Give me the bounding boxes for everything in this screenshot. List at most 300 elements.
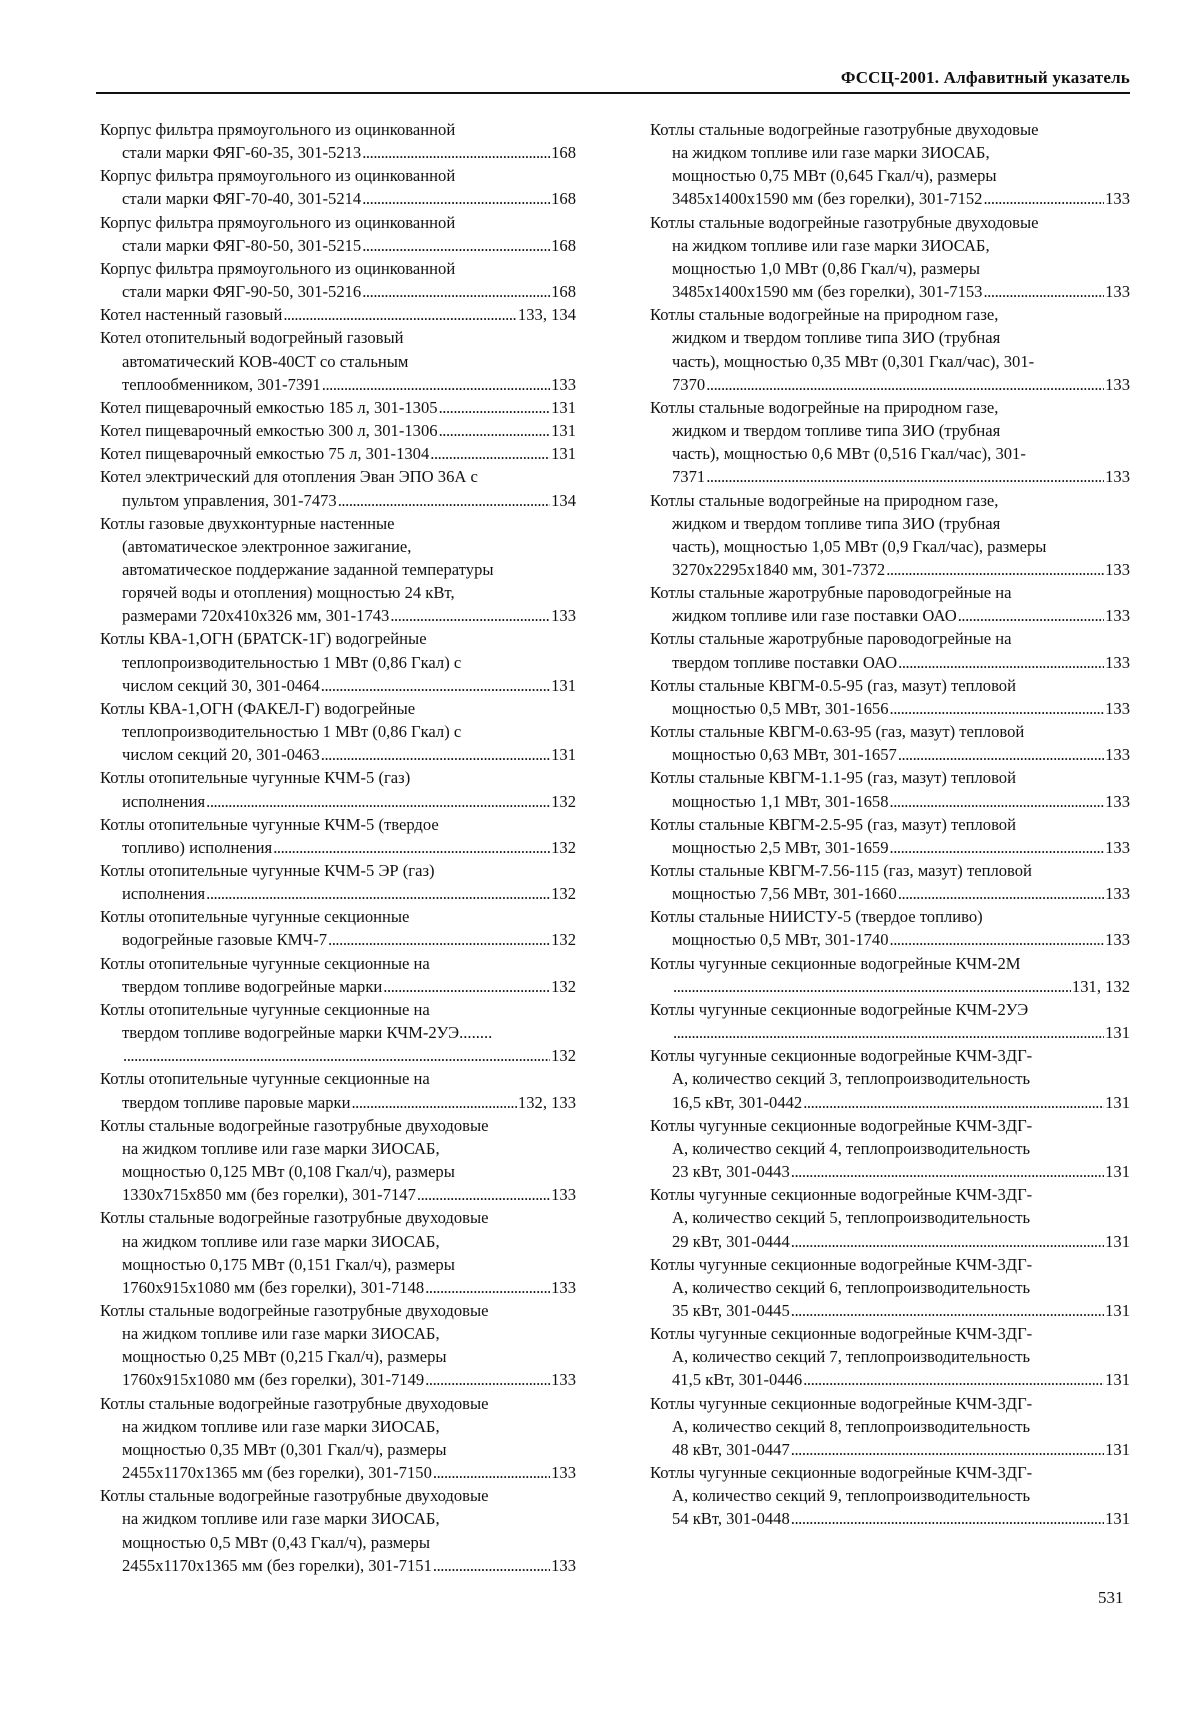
entry-line (650, 512, 1130, 535)
leader-dots (123, 1044, 550, 1067)
index-entry (650, 396, 1130, 489)
entry-text: Котел электрический для отопления Эван ЭПО 36А с (100, 467, 478, 487)
index-entry (100, 1392, 576, 1485)
page-reference: 133 (1105, 374, 1130, 394)
entry-line (650, 1415, 1130, 1438)
leader-dots (791, 1299, 1104, 1322)
entry-text: (автоматическое электронное зажигание, (122, 536, 412, 556)
leader-dots (791, 1160, 1104, 1183)
entry-line (100, 766, 576, 789)
page-reference: 133 (1105, 698, 1130, 718)
page-reference: 168 (551, 143, 576, 163)
entry-line (100, 813, 576, 836)
entry-line (650, 373, 1130, 396)
page-reference: 132 (551, 976, 576, 996)
index-entry (100, 211, 576, 257)
page-reference: 133 (551, 374, 576, 394)
entry-text: А, количество секций 8, теплопроизводительность (672, 1416, 1031, 1436)
leader-dots (706, 373, 1104, 396)
entry-text: Котлы КВА-1,ОГН (БРАТСК-1Г) водогрейные (100, 629, 427, 649)
entry-text: А, количество секций 7, теплопроизводительность (672, 1347, 1031, 1367)
page-reference: 131 (1105, 1439, 1130, 1459)
running-header (96, 66, 1130, 94)
page-reference: 131 (1105, 1092, 1130, 1112)
page-reference: 133, 134 (517, 305, 576, 325)
entry-text: мощностью 0,5 МВт, 301-1656 (672, 698, 889, 718)
entry-text: 3270x2295x1840 мм, 301-7372 (672, 559, 886, 579)
index-entry (650, 859, 1130, 905)
entry-line (650, 396, 1130, 419)
entry-text: на жидком топливе или газе марки ЗИОСАБ, (122, 1324, 440, 1344)
entry-text: 29 кВт, 301-0444 (672, 1231, 790, 1251)
entry-line (650, 1392, 1130, 1415)
index-entry (650, 720, 1130, 766)
entry-line (100, 998, 576, 1021)
entry-line (650, 234, 1130, 257)
entry-line (650, 813, 1130, 836)
leader-dots (898, 882, 1104, 905)
entry-line (650, 1044, 1130, 1067)
entry-line (100, 790, 576, 813)
entry-text: на жидком топливе или газе марки ЗИОСАБ, (672, 143, 990, 163)
entry-text: Котел настенный газовый (100, 305, 283, 325)
entry-line (100, 1276, 576, 1299)
entry-text: Котел пищеварочный емкостью 300 л, 301-1306 (100, 421, 438, 441)
entry-line (650, 280, 1130, 303)
entry-line (650, 1114, 1130, 1137)
leader-dots (362, 187, 550, 210)
entry-text: мощностью 0,35 МВт (0,301 Гкал/ч), размеры (122, 1439, 447, 1459)
leader-dots (328, 928, 550, 951)
leader-dots (803, 1091, 1104, 1114)
index-entry (100, 326, 576, 395)
index-entry (100, 766, 576, 812)
entry-line (650, 627, 1130, 650)
entry-text: мощностью 0,125 МВт (0,108 Гкал/ч), размеры (122, 1162, 455, 1182)
leader-dots (898, 651, 1104, 674)
entry-text: 7370 (672, 374, 706, 394)
page-reference: 168 (551, 189, 576, 209)
page-reference: 131 (551, 421, 576, 441)
index-entry (650, 1183, 1130, 1252)
page-reference: 133 (1105, 930, 1130, 950)
entry-line (650, 697, 1130, 720)
page-reference: 131 (551, 444, 576, 464)
entry-line (650, 1021, 1130, 1044)
entry-line (100, 1392, 576, 1415)
entry-text: Котлы чугунные секционные водогрейные КЧМ-3ДГ- (650, 1393, 1033, 1413)
entry-text: мощностью 2,5 МВт, 301-1659 (672, 837, 889, 857)
page-reference: 133 (1105, 189, 1130, 209)
entry-text: А, количество секций 9, теплопроизводительность (672, 1486, 1031, 1506)
index-entry (650, 1392, 1130, 1461)
leader-dots (433, 1461, 550, 1484)
entry-line (100, 975, 576, 998)
page-reference: 131 (1105, 1231, 1130, 1251)
entry-line (100, 1160, 576, 1183)
leader-dots (362, 141, 550, 164)
entry-line (650, 1322, 1130, 1345)
page-reference: 133 (551, 606, 576, 626)
entry-line (650, 674, 1130, 697)
leader-dots (439, 419, 551, 442)
leader-dots (283, 303, 517, 326)
leader-dots (706, 465, 1104, 488)
entry-line (650, 882, 1130, 905)
entry-text: автоматический КОВ-40СТ со стальным (122, 351, 409, 371)
entry-text: Котлы стальные водогрейные газотрубные двуходовые (100, 1393, 489, 1413)
leader-dots (417, 1183, 550, 1206)
page-reference: 132 (551, 930, 576, 950)
entry-text: размерами 720x410x326 мм, 301-1743 (122, 606, 390, 626)
entry-text: горячей воды и отопления) мощностью 24 кВт, (122, 583, 455, 603)
page-reference: 133 (1105, 467, 1130, 487)
header-title: ФССЦ-2001. Алфавитный указатель (840, 68, 1130, 87)
index-entry (650, 998, 1130, 1044)
index-entry (650, 1253, 1130, 1322)
page-reference: 133 (551, 1463, 576, 1483)
entry-text: часть), мощностью 0,35 МВт (0,301 Гкал/час), 301- (672, 351, 1035, 371)
entry-line (100, 882, 576, 905)
entry-text: мощностью 1,0 МВт (0,86 Гкал/ч), размеры (672, 258, 980, 278)
entry-line (650, 581, 1130, 604)
entry-text: Котлы чугунные секционные водогрейные КЧМ-3ДГ- (650, 1324, 1033, 1344)
entry-line (100, 720, 576, 743)
index-entry (650, 1044, 1130, 1113)
entry-text: Котлы чугунные секционные водогрейные КЧМ-3ДГ- (650, 1254, 1033, 1274)
entry-text: Котлы отопительные чугунные КЧМ-5 ЭР (газ) (100, 861, 435, 880)
entry-line (650, 766, 1130, 789)
entry-line (100, 952, 576, 975)
entry-line (100, 1183, 576, 1206)
entry-text: Корпус фильтра прямоугольного из оцинкованной (100, 120, 456, 139)
entry-line (100, 350, 576, 373)
entry-text: на жидком топливе или газе марки ЗИОСАБ, (122, 1138, 440, 1158)
leader-dots (206, 882, 550, 905)
entry-text: твердом топливе водогрейные марки КЧМ-2УЭ........ (122, 1023, 493, 1043)
entry-line (100, 1554, 576, 1577)
entry-line (100, 1067, 576, 1090)
entry-line (650, 836, 1130, 859)
index-entry (650, 211, 1130, 304)
entry-text: Котлы отопительные чугунные секционные на (100, 953, 430, 973)
entry-text: теплообменником, 301-7391 (122, 374, 321, 394)
entry-text: 16,5 кВт, 301-0442 (672, 1092, 803, 1112)
page-reference: 133 (1105, 606, 1130, 626)
index-entry (100, 1299, 576, 1392)
entry-text: Котлы стальные водогрейные газотрубные двуходовые (100, 1486, 489, 1506)
entry-text: Котел пищеварочный емкостью 75 л, 301-1304 (100, 444, 430, 464)
page-reference: 131 (1105, 1162, 1130, 1182)
entry-line (650, 118, 1130, 141)
entry-line (100, 396, 576, 419)
index-entry (100, 257, 576, 303)
entry-line (100, 1091, 576, 1114)
entry-text: Котлы КВА-1,ОГН (ФАКЕЛ-Г) водогрейные (100, 698, 416, 718)
page-reference: 131 (1105, 1370, 1130, 1390)
entry-line (650, 975, 1130, 998)
entry-line (100, 442, 576, 465)
entry-text: часть), мощностью 1,05 МВт (0,9 Гкал/час), размеры (672, 536, 1047, 556)
leader-dots (890, 697, 1105, 720)
index-column-right (650, 118, 1130, 1531)
entry-line (100, 465, 576, 488)
leader-dots (425, 1368, 550, 1391)
entry-text: водогрейные газовые КМЧ-7 (122, 930, 328, 950)
leader-dots (362, 280, 550, 303)
entry-line (100, 1531, 576, 1554)
page-reference: 131 (1105, 1509, 1130, 1529)
entry-line (650, 928, 1130, 951)
page-reference: 132 (551, 1046, 576, 1066)
entry-line (100, 604, 576, 627)
entry-text: А, количество секций 3, теплопроизводительность (672, 1069, 1031, 1089)
entry-text: Котлы чугунные секционные водогрейные КЧМ-3ДГ- (650, 1463, 1033, 1483)
entry-text: 48 кВт, 301-0447 (672, 1439, 790, 1459)
page-reference: 134 (551, 490, 576, 510)
entry-line (650, 1206, 1130, 1229)
entry-line (650, 790, 1130, 813)
entry-text: на жидком топливе или газе марки ЗИОСАБ, (122, 1231, 440, 1251)
entry-text: Корпус фильтра прямоугольного из оцинкованной (100, 166, 456, 186)
entry-line (100, 627, 576, 650)
entry-line (650, 257, 1130, 280)
entry-line (650, 952, 1130, 975)
entry-text: числом секций 20, 301-0463 (122, 745, 320, 765)
page-reference: 133 (1105, 837, 1130, 857)
page-reference: 133 (1105, 652, 1130, 672)
entry-line (100, 674, 576, 697)
entry-text: Котлы чугунные секционные водогрейные КЧМ-2М (650, 953, 1021, 973)
page-reference: 131 (1105, 1300, 1130, 1320)
leader-dots (890, 790, 1105, 813)
entry-line (100, 1206, 576, 1229)
entry-line (100, 743, 576, 766)
leader-dots (803, 1368, 1104, 1391)
index-entry (650, 627, 1130, 673)
entry-text: часть), мощностью 0,6 МВт (0,516 Гкал/час), 301- (672, 444, 1026, 464)
entry-line (100, 1415, 576, 1438)
entry-line (650, 1461, 1130, 1484)
entry-text: 7371 (672, 467, 706, 487)
entry-text: Корпус фильтра прямоугольного из оцинкованной (100, 212, 456, 232)
entry-line (100, 211, 576, 234)
entry-text: 2455x1170x1365 мм (без горелки), 301-7151 (122, 1555, 432, 1575)
page-reference: 133 (1105, 559, 1130, 579)
entry-line (650, 489, 1130, 512)
entry-text: Котлы чугунные секционные водогрейные КЧМ-3ДГ- (650, 1115, 1033, 1135)
leader-dots (673, 975, 1071, 998)
entry-text: стали марки ФЯГ-60-35, 301-5213 (122, 143, 362, 163)
entry-line (100, 1253, 576, 1276)
entry-line (650, 1484, 1130, 1507)
entry-line (100, 1507, 576, 1530)
index-entry (100, 952, 576, 998)
entry-line (650, 1160, 1130, 1183)
leader-dots (425, 1276, 550, 1299)
entry-line (100, 1230, 576, 1253)
entry-text: Котлы стальные водогрейные газотрубные двуходовые (650, 212, 1039, 232)
index-entry (650, 905, 1130, 951)
index-entry (100, 118, 576, 164)
page-reference: 133 (551, 1370, 576, 1390)
index-entry (100, 1114, 576, 1207)
entry-line (100, 118, 576, 141)
page-reference: 131 (551, 675, 576, 695)
entry-line (650, 535, 1130, 558)
page-reference: 133 (1105, 791, 1130, 811)
entry-text: стали марки ФЯГ-80-50, 301-5215 (122, 235, 362, 255)
index-entry (650, 1461, 1130, 1530)
page-reference: 131, 132 (1071, 976, 1130, 996)
entry-line (100, 234, 576, 257)
entry-text: Котлы стальные водогрейные на природном газе, (650, 490, 999, 510)
page-reference: 133 (1105, 884, 1130, 904)
entry-line (100, 1345, 576, 1368)
entry-line (100, 697, 576, 720)
entry-text: Котел отопительный водогрейный газовый (100, 328, 404, 348)
entry-line (650, 558, 1130, 581)
entry-text: 3485x1400x1590 мм (без горелки), 301-7152 (672, 189, 983, 209)
entry-text: твердом топливе поставки ОАО (672, 652, 898, 672)
entry-text: 23 кВт, 301-0443 (672, 1162, 790, 1182)
leader-dots (321, 743, 550, 766)
index-entry (100, 859, 576, 905)
entry-line (100, 836, 576, 859)
page-reference: 133 (1105, 282, 1130, 302)
entry-text: числом секций 30, 301-0464 (122, 675, 320, 695)
entry-line (100, 326, 576, 349)
entry-line (650, 1091, 1130, 1114)
entry-line (650, 1507, 1130, 1530)
index-entry (100, 813, 576, 859)
entry-line (100, 859, 576, 882)
index-entry (100, 998, 576, 1067)
index-entry (650, 674, 1130, 720)
entry-text: Котлы стальные водогрейные газотрубные двуходовые (100, 1115, 489, 1135)
entry-text: 41,5 кВт, 301-0446 (672, 1370, 803, 1390)
entry-text: 35 кВт, 301-0445 (672, 1300, 790, 1320)
entry-text: 1760x915x1080 мм (без горелки), 301-7148 (122, 1277, 425, 1297)
entry-text: на жидком топливе или газе марки ЗИОСАБ, (122, 1509, 440, 1529)
entry-text: Котлы стальные КВГМ-7.56-115 (газ, мазут) тепловой (650, 861, 1032, 880)
entry-line (650, 1345, 1130, 1368)
entry-line (650, 419, 1130, 442)
page-number: 531 (1098, 1588, 1124, 1607)
entry-line (100, 558, 576, 581)
entry-text: мощностью 0,5 МВт (0,43 Гкал/ч), размеры (122, 1532, 430, 1552)
entry-text: Котлы чугунные секционные водогрейные КЧМ-3ДГ- (650, 1185, 1033, 1205)
entry-line (100, 1461, 576, 1484)
entry-line (100, 928, 576, 951)
leader-dots (206, 790, 550, 813)
entry-line (650, 164, 1130, 187)
entry-text: Котлы стальные водогрейные газотрубные двуходовые (100, 1208, 489, 1228)
entry-line (650, 442, 1130, 465)
index-entry (100, 1484, 576, 1577)
entry-line (650, 998, 1130, 1021)
entry-line (650, 303, 1130, 326)
entry-line (100, 1044, 576, 1067)
leader-dots (886, 558, 1104, 581)
entry-line (650, 859, 1130, 882)
leader-dots (890, 836, 1105, 859)
entry-line (100, 187, 576, 210)
entry-text: стали марки ФЯГ-90-50, 301-5216 (122, 282, 362, 302)
entry-line (650, 1276, 1130, 1299)
index-entry (650, 581, 1130, 627)
entry-text: пультом управления, 301-7473 (122, 490, 337, 510)
entry-text: на жидком топливе или газе марки ЗИОСАБ, (122, 1416, 440, 1436)
leader-dots (791, 1438, 1104, 1461)
entry-text: мощностью 0,63 МВт, 301-1657 (672, 745, 897, 765)
entry-text: Котлы отопительные чугунные секционные на (100, 1069, 430, 1089)
leader-dots (351, 1091, 516, 1114)
leader-dots (791, 1230, 1104, 1253)
entry-text: мощностью 7,56 МВт, 301-1660 (672, 884, 897, 904)
index-entry (100, 419, 576, 442)
entry-text: мощностью 0,75 МВт (0,645 Гкал/ч), размеры (672, 166, 997, 186)
page-reference: 168 (551, 235, 576, 255)
index-entry (100, 465, 576, 511)
entry-text: исполнения (122, 884, 206, 904)
entry-line (100, 535, 576, 558)
entry-line (100, 303, 576, 326)
entry-text: жидком и твердом топливе типа ЗИО (трубная (672, 513, 1001, 533)
leader-dots (898, 743, 1104, 766)
entry-line (650, 141, 1130, 164)
leader-dots (983, 187, 1104, 210)
index-entry (100, 303, 576, 326)
entry-text: Котлы стальные жаротрубные пароводогрейные на (650, 629, 1012, 649)
entry-line (650, 326, 1130, 349)
entry-text: 2455x1170x1365 мм (без горелки), 301-7150 (122, 1463, 432, 1483)
entry-text: Котлы стальные КВГМ-1.1-95 (газ, мазут) тепловой (650, 768, 1016, 788)
index-entry (100, 905, 576, 951)
entry-line (100, 257, 576, 280)
leader-dots (383, 975, 550, 998)
entry-line (650, 350, 1130, 373)
index-entry (650, 766, 1130, 812)
leader-dots (673, 1021, 1104, 1044)
page-reference: 131 (551, 397, 576, 417)
entry-text: Котлы стальные КВГМ-0.5-95 (газ, мазут) тепловой (650, 675, 1016, 695)
entry-text: 1330x715x850 мм (без горелки), 301-7147 (122, 1185, 416, 1205)
entry-text: жидком и твердом топливе типа ЗИО (трубная (672, 328, 1001, 348)
entry-line (100, 489, 576, 512)
entry-line (650, 720, 1130, 743)
entry-text: Котлы чугунные секционные водогрейные КЧМ-3ДГ- (650, 1046, 1033, 1066)
page-reference: 133 (551, 1555, 576, 1575)
page-reference: 132 (551, 884, 576, 904)
leader-dots (791, 1507, 1104, 1530)
entry-line (650, 604, 1130, 627)
index-entry (650, 952, 1130, 998)
page-reference: 133 (1105, 745, 1130, 765)
entry-text: Корпус фильтра прямоугольного из оцинкованной (100, 258, 456, 278)
entry-text: Котлы стальные водогрейные на природном газе, (650, 397, 999, 417)
entry-text: А, количество секций 6, теплопроизводительность (672, 1277, 1031, 1297)
page-reference: 133 (551, 1185, 576, 1205)
entry-line (100, 1299, 576, 1322)
entry-line (650, 905, 1130, 928)
index-entry (650, 813, 1130, 859)
entry-text: Котлы стальные водогрейные на природном газе, (650, 305, 999, 325)
entry-line (100, 1322, 576, 1345)
index-entry (100, 164, 576, 210)
entry-line (100, 1137, 576, 1160)
entry-text: Котлы отопительные чугунные секционные (100, 907, 410, 927)
